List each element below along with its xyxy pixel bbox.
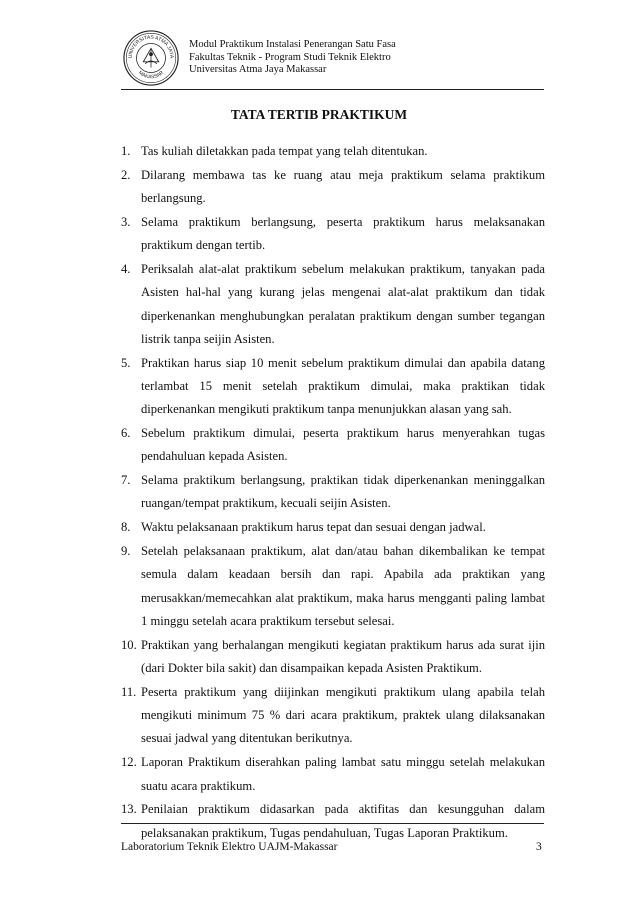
rule-text: Sebelum praktikum dimulai, peserta praktikum harus menyerahkan tugas pendahuluan kepada Asisten.: [141, 426, 545, 464]
rule-text: Waktu pelaksanaan praktikum harus tepat dan sesuai dengan jadwal.: [141, 520, 486, 535]
rule-text: Laporan Praktikum diserahkan paling lambat satu minggu setelah melakukan suatu acara praktikum.: [141, 755, 545, 793]
rule-number: 8.: [121, 520, 131, 535]
rule-number: 3.: [121, 214, 131, 229]
rule-number: 10.: [121, 637, 137, 652]
rule-number: 7.: [121, 473, 131, 488]
rule-text: Selama praktikum berlangsung, praktikan tidak diperkenankan meninggalkan ruangan/tempat praktikum, kecuali seijin Asisten.: [141, 473, 545, 511]
rule-number: 13.: [121, 802, 137, 817]
rule-text: Selama praktikum berlangsung, peserta praktikum harus melaksanakan praktikum dengan tertib.: [141, 214, 545, 253]
rule-number: 1.: [121, 144, 131, 158]
rule-item: [121, 798, 545, 845]
page-number: 3: [536, 841, 542, 853]
rule-item: [121, 751, 545, 798]
rule-text: Tas kuliah diletakkan pada tempat yang telah ditentukan.: [141, 144, 428, 158]
rule-number: 6.: [121, 426, 131, 441]
rule-text: Periksalah alat-alat praktikum sebelum melakukan praktikum, tanyakan pada Asisten hal-hal yang kurang jelas mengenai alat-alat praktikum dan tidak diperkenankan menghubungkan peralatan praktikum dengan sumber tegangan listrik tanpa seijin Asisten.: [141, 261, 545, 346]
rule-number: 12.: [121, 755, 137, 770]
rule-item: [121, 258, 545, 351]
rule-text: Peserta praktikum yang diijinkan mengikuti praktikum ulang apabila telah mengikuti minimum 75 % dari acara praktikum, praktek ulang dilaksanakan sesuai jadwal yang ditentukan berikutnya.: [141, 684, 545, 746]
footer-lab-name: Laboratorium Teknik Elektro UAJM-Makassar: [121, 841, 338, 853]
rules-list: [121, 140, 545, 845]
rule-item: [121, 164, 545, 211]
rule-item: [121, 516, 545, 539]
rule-number: 11.: [121, 684, 137, 699]
logo-text-bottom: MAKASSAR: [137, 69, 165, 81]
rule-number: 4.: [121, 261, 131, 276]
header-divider: [121, 89, 544, 90]
rule-number: 9.: [121, 544, 131, 559]
header-line-2: Fakultas Teknik - Program Studi Teknik Elektro: [189, 51, 391, 63]
rule-item: [121, 352, 545, 422]
rule-text: Setelah pelaksanaan praktikum, alat dan/atau bahan dikembalikan ke tempat semula dalam keadaan bersih dan rapi. Apabila ada praktikan yang merusakkan/memecahkan alat praktikum, maka harus mengganti paling lambat 1 minggu setelah acara praktikum tersebut selesai.: [141, 544, 545, 628]
rule-text: Dilarang membawa tas ke ruang atau meja praktikum selama praktikum berlangsung.: [141, 167, 545, 206]
rule-item: [121, 469, 545, 516]
svg-text:MAKASSAR: [137, 70, 165, 81]
rule-item: [121, 540, 545, 633]
rule-text: Praktikan harus siap 10 menit sebelum praktikum dimulai dan apabila datang terlambat 15 menit setelah praktikum dimulai, maka praktikan tidak diperkenankan mengikuti praktikum tanpa menunjukkan alasan yang sah.: [141, 355, 545, 417]
rule-item: [121, 140, 545, 163]
rule-text: Praktikan yang berhalangan mengikuti kegiatan praktikum harus ada surat ijin (dari Dokter bila sakit) dan disampaikan kepada Asisten Praktikum.: [141, 637, 545, 676]
header-block: [189, 39, 396, 77]
logo-text-top: UNIVERSITAS ATMA JAYA: [127, 34, 175, 59]
header-line-3: Universitas Atma Jaya Makassar: [189, 64, 327, 75]
rule-text: Penilaian praktikum didasarkan pada aktifitas dan kesungguhan dalam pelaksanakan praktikum, Tugas pendahuluan, Tugas Laporan Praktikum.: [141, 802, 545, 840]
footer-divider: [121, 823, 544, 824]
header-line-1: Modul Praktikum Instalasi Penerangan Satu Fasa: [189, 39, 396, 50]
university-logo: [122, 29, 180, 87]
rule-item: [121, 634, 545, 681]
rule-item: [121, 211, 545, 258]
rule-item: [121, 422, 545, 469]
page-title: TATA TERTIB PRAKTIKUM: [230, 107, 408, 122]
rule-number: 2.: [121, 167, 131, 182]
rule-number: 5.: [121, 355, 131, 370]
rule-item: [121, 681, 545, 751]
